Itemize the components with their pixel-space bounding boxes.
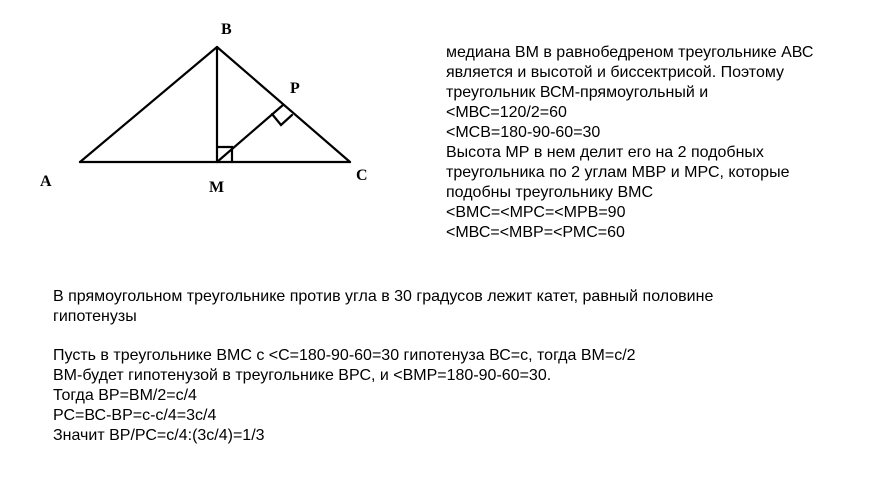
triangle-figure [0,0,420,210]
height-mp [217,105,283,162]
solution-line: Пусть в треугольнике ВМС с <С=180-90-60=30 гипотенуза ВС=с, тогда ВМ=с/2 [53,347,636,364]
explanation-line: Высота МР в нем делит его на 2 подобных [446,144,764,161]
right-angle-mark-p [272,114,292,125]
explanation-line: треугольника по 2 углам МВР и МРС, которые [446,164,790,181]
point-label-b: B [221,21,232,38]
explanation-line: подобны треугольнику ВМС [446,184,653,201]
explanation-line: медиана ВМ в равнобедреном треугольнике АВС [446,44,814,61]
solution-line: Тогда ВР=ВМ/2=с/4 [53,387,197,404]
explanation-line: является и высотой и биссектрисой. Поэтому [446,64,785,81]
explanation-line: треугольник ВСМ-прямоугольный и [446,84,709,101]
point-label-c: C [356,167,368,184]
side-ab [80,47,217,162]
explanation-line: <МВС=120/2=60 [446,104,567,121]
point-label-m: M [209,179,225,196]
solution-text [53,287,713,446]
solution-line: ВМ-будет гипотенузой в треугольнике ВРС, и <ВМР=180-90-60=30. [53,367,552,384]
theorem-line: гипотенузы [53,308,137,325]
explanation-line: <МВС=<МВР=<РМС=60 [446,224,625,241]
solution-line: РС=ВС-ВР=с-с/4=3с/4 [53,407,217,424]
point-label-a: A [40,173,52,190]
solution-line: Значит ВР/РС=с/4:(3с/4)=1/3 [53,427,265,444]
theorem-line: В прямоугольном треугольнике против угла в 30 градусов лежит катет, равный половине [53,288,714,305]
point-label-p: P [290,80,300,97]
explanation-line: <МСВ=180-90-60=30 [446,124,601,141]
explanation-text [446,43,813,243]
explanation-line: <ВМС=<МРС=<МРВ=90 [446,204,626,221]
